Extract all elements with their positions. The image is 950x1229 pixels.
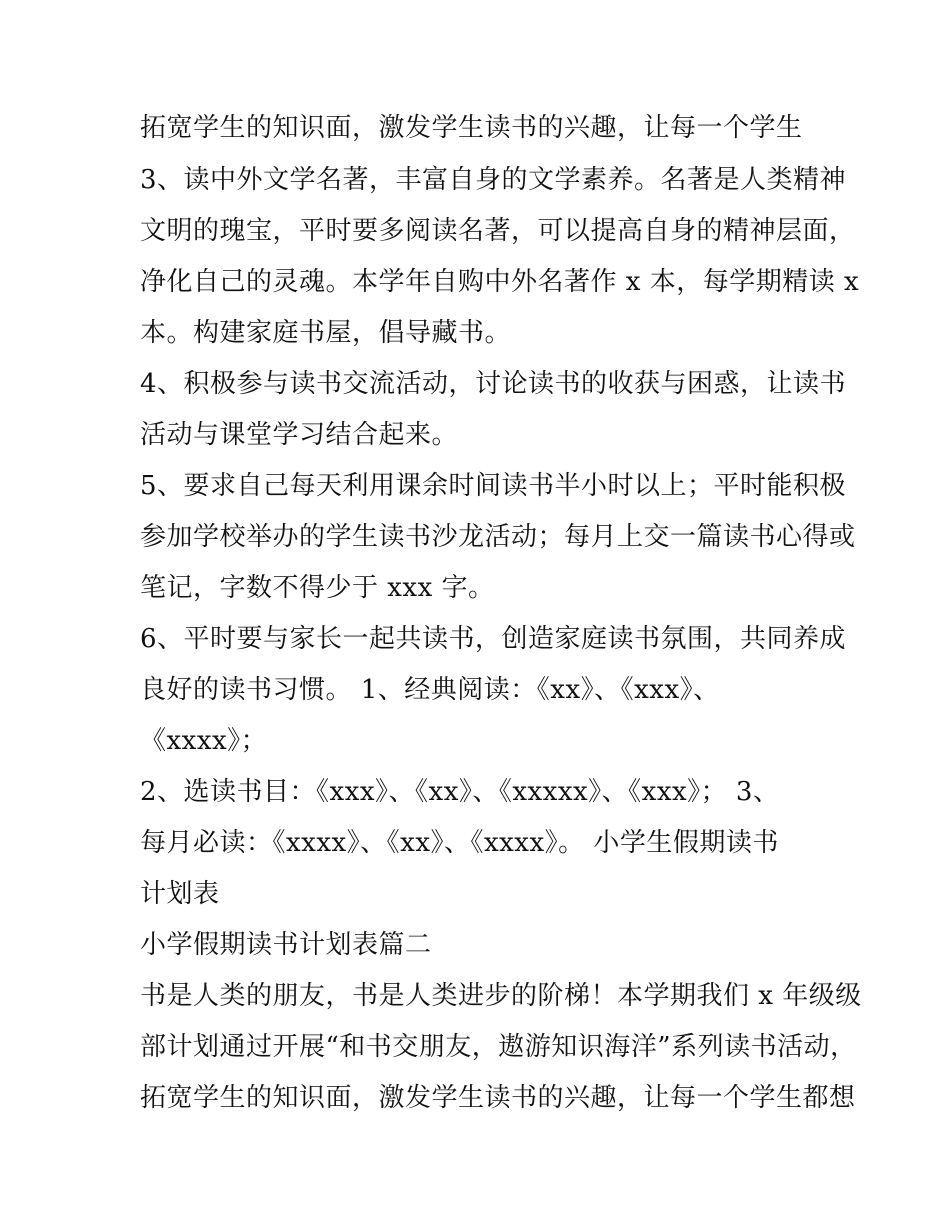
text-line: 参加学校举办的学生读书沙龙活动；每月上交一篇读书心得或 <box>140 522 856 552</box>
text-line: 良好的读书习惯。 1、经典阅读：《xx》、《xxx》、 <box>140 675 720 705</box>
text-line: 书是人类的朋友，书是人类进步的阶梯！本学期我们 x 年级级 <box>140 981 862 1011</box>
text-line: 计划表 <box>140 879 220 909</box>
text-line: 每月必读：《xxxx》、《xx》、《xxxx》。 小学生假期读书 <box>140 828 779 858</box>
text-line: 部计划通过开展“和书交朋友，遨游知识海洋”系列读书活动， <box>140 1032 857 1062</box>
text-line: 拓宽学生的知识面，激发学生读书的兴趣，让每一个学生 <box>140 113 803 143</box>
text-line: 拓宽学生的知识面，激发学生读书的兴趣，让每一个学生都想 <box>140 1083 856 1113</box>
text-line: 本。构建家庭书屋，倡导藏书。 <box>140 318 512 348</box>
text-line: 6、平时要与家长一起共读书，创造家庭读书氛围，共同养成 <box>140 624 847 654</box>
text-line: 5、要求自己每天利用课余时间读书半小时以上；平时能积极 <box>140 471 847 501</box>
text-line: 4、积极参与读书交流活动，讨论读书的收获与困惑，让读书 <box>140 369 847 399</box>
text-line: 文明的瑰宝，平时要多阅读名著，可以提高自身的精神层面， <box>140 216 856 246</box>
section-heading: 小学假期读书计划表篇二 <box>140 930 432 960</box>
text-line: 2、选读书目：《xxx》、《xx》、《xxxxx》、《xxx》； 3、 <box>140 777 780 807</box>
text-line: 活动与课堂学习结合起来。 <box>140 420 459 450</box>
text-line: 笔记，字数不得少于 xxx 字。 <box>140 573 495 603</box>
text-line: 3、读中外文学名著，丰富自身的文学素养。名著是人类精神 <box>140 165 847 195</box>
text-line: 《xxxx》； <box>140 726 268 756</box>
text-line: 净化自己的灵魂。本学年自购中外名著作 x 本，每学期精读 x <box>140 267 860 297</box>
